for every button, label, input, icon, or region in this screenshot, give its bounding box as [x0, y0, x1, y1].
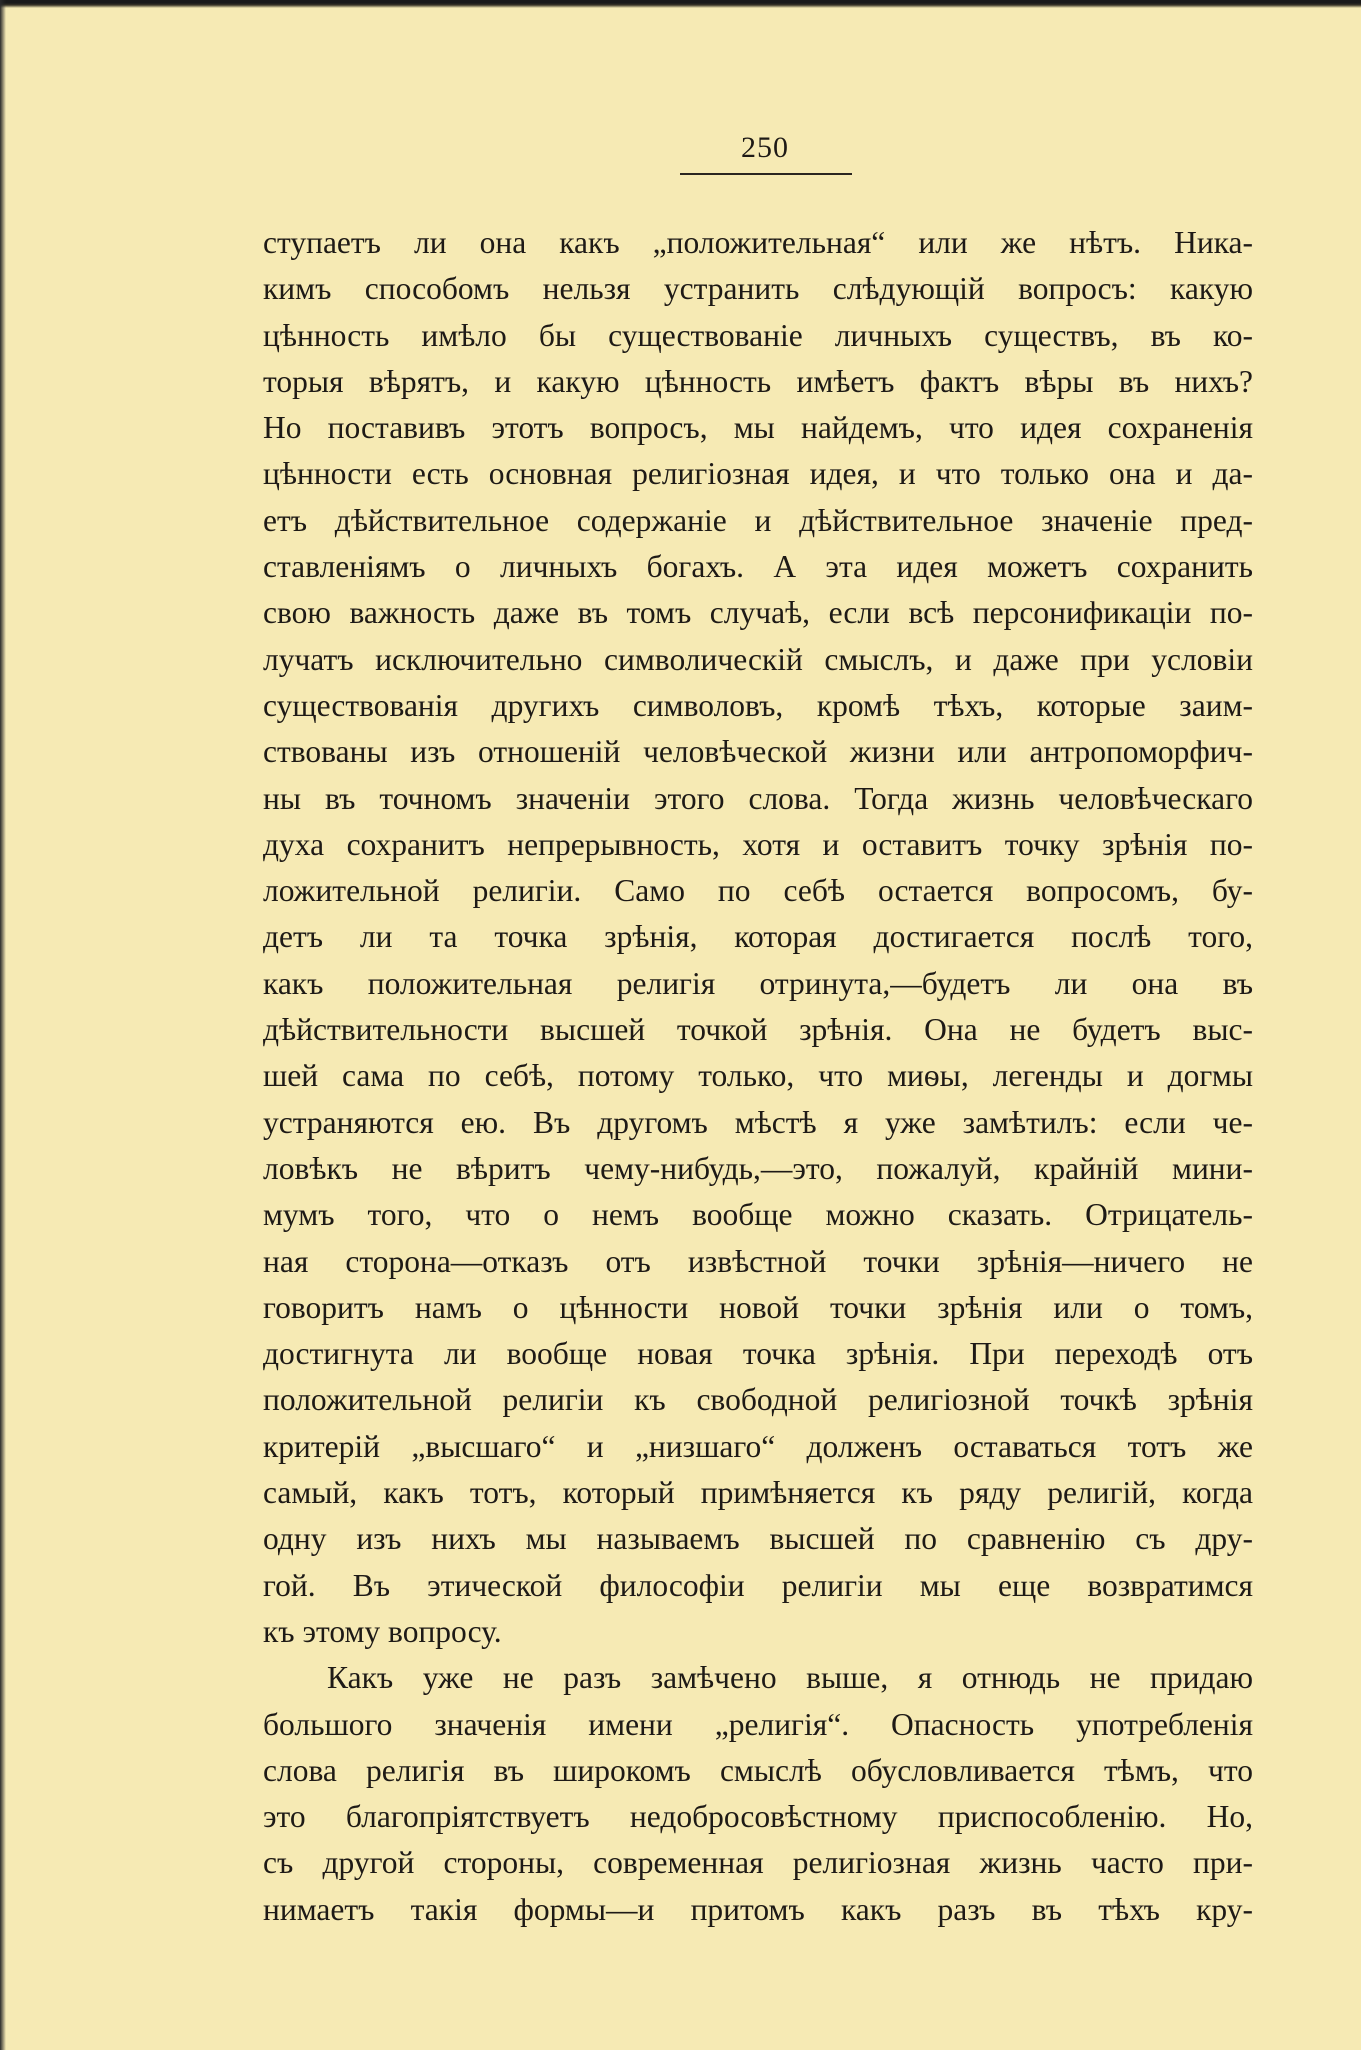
text-line: это благопріятствуетъ недобросовѣстному приспособленію. Но, [263, 1799, 1253, 1835]
text-line: критерій „высшаго“ и „низшаго“ долженъ оставаться тотъ же [263, 1428, 1253, 1464]
text-line: дѣйствительности высшей точкой зрѣнія. Она не будетъ выс- [263, 1012, 1253, 1048]
text-line: духа сохранитъ непрерывность, хотя и оставитъ точку зрѣнія по- [263, 826, 1253, 862]
text-line: етъ дѣйствительное содержаніе и дѣйствительное значеніе пред- [263, 502, 1253, 538]
body-text [263, 220, 1253, 1933]
text-line: достигнута ли вообще новая точка зрѣнія. При переходѣ отъ [263, 1336, 1253, 1372]
scan-left-edge [0, 0, 6, 2050]
text-line: большого значенія имени „религія“. Опасность употребленія [263, 1706, 1253, 1742]
text-line: кимъ способомъ нельзя устранить слѣдующій вопросъ: какую [263, 271, 1253, 307]
text-line: лучатъ исключительно символическій смыслъ, и даже при условіи [263, 641, 1253, 677]
text-line: нимаетъ такія формы—и притомъ какъ разъ въ тѣхъ кру- [263, 1891, 1253, 1927]
text-line: детъ ли та точка зрѣнія, которая достигается послѣ того, [263, 919, 1253, 955]
text-line: какъ положительная религія отринута,—будетъ ли она въ [263, 965, 1253, 1001]
text-line: ная сторона—отказъ отъ извѣстной точки зрѣнія—ничего не [263, 1243, 1253, 1279]
text-line: гой. Въ этической философіи религіи мы еще возвратимся [263, 1567, 1253, 1603]
text-line: торыя вѣрятъ, и какую цѣнность имѣетъ фактъ вѣры въ нихъ? [263, 363, 1253, 399]
paragraph-first-line: Какъ уже не разъ замѣчено выше, я отнюдь не придаю [327, 1660, 1253, 1696]
text-line: самый, какъ тотъ, который примѣняется къ ряду религій, когда [263, 1475, 1253, 1511]
text-line: ловѣкъ не вѣритъ чему-нибудь,—это, пожалуй, крайній мини- [263, 1150, 1253, 1186]
text-line: говоритъ намъ о цѣнности новой точки зрѣнія или о томъ, [263, 1289, 1253, 1325]
text-line: одну изъ нихъ мы называемъ высшей по сравненію съ дру- [263, 1521, 1253, 1557]
text-line: шей сама по себѣ, потому только, что миѳы, легенды и догмы [263, 1058, 1253, 1094]
text-line: ставленіямъ о личныхъ богахъ. А эта идея можетъ сохранить [263, 549, 1253, 585]
text-line: ны въ точномъ значеніи этого слова. Тогда жизнь человѣческаго [263, 780, 1253, 816]
text-line: существованія другихъ символовъ, кромѣ тѣхъ, которые заим- [263, 687, 1253, 723]
text-line: ступаетъ ли она какъ „положительная“ или же нѣтъ. Ника- [263, 225, 1253, 260]
text-line: ствованы изъ отношеній человѣческой жизни или антропоморфич- [263, 734, 1253, 770]
text-line: цѣнность имѣло бы существованіе личныхъ существъ, въ ко- [263, 317, 1253, 353]
text-line: цѣнности есть основная религіозная идея, и что только она и да- [263, 456, 1253, 492]
text-line: мумъ того, что о немъ вообще можно сказать. Отрицатель- [263, 1197, 1253, 1233]
text-line: съ другой стороны, современная религіозная жизнь часто при- [263, 1845, 1253, 1881]
text-line: устраняются ею. Въ другомъ мѣстѣ я уже замѣтилъ: если че- [263, 1104, 1253, 1140]
text-line: слова религія въ широкомъ смыслѣ обусловливается тѣмъ, что [263, 1752, 1253, 1788]
text-line: Но поставивъ этотъ вопросъ, мы найдемъ, что идея сохраненія [263, 410, 1253, 446]
scan-top-edge [0, 0, 1361, 8]
paragraph-last-line: къ этому вопросу. [263, 1613, 502, 1649]
page-number: 250 [741, 131, 789, 164]
text-line: положительной религіи къ свободной религіозной точкѣ зрѣнія [263, 1382, 1253, 1418]
page-number-rule [680, 173, 852, 175]
text-line: ложительной религіи. Само по себѣ остается вопросомъ, бу- [263, 873, 1253, 909]
text-line: свою важность даже въ томъ случаѣ, если всѣ персонификаціи по- [263, 595, 1253, 631]
